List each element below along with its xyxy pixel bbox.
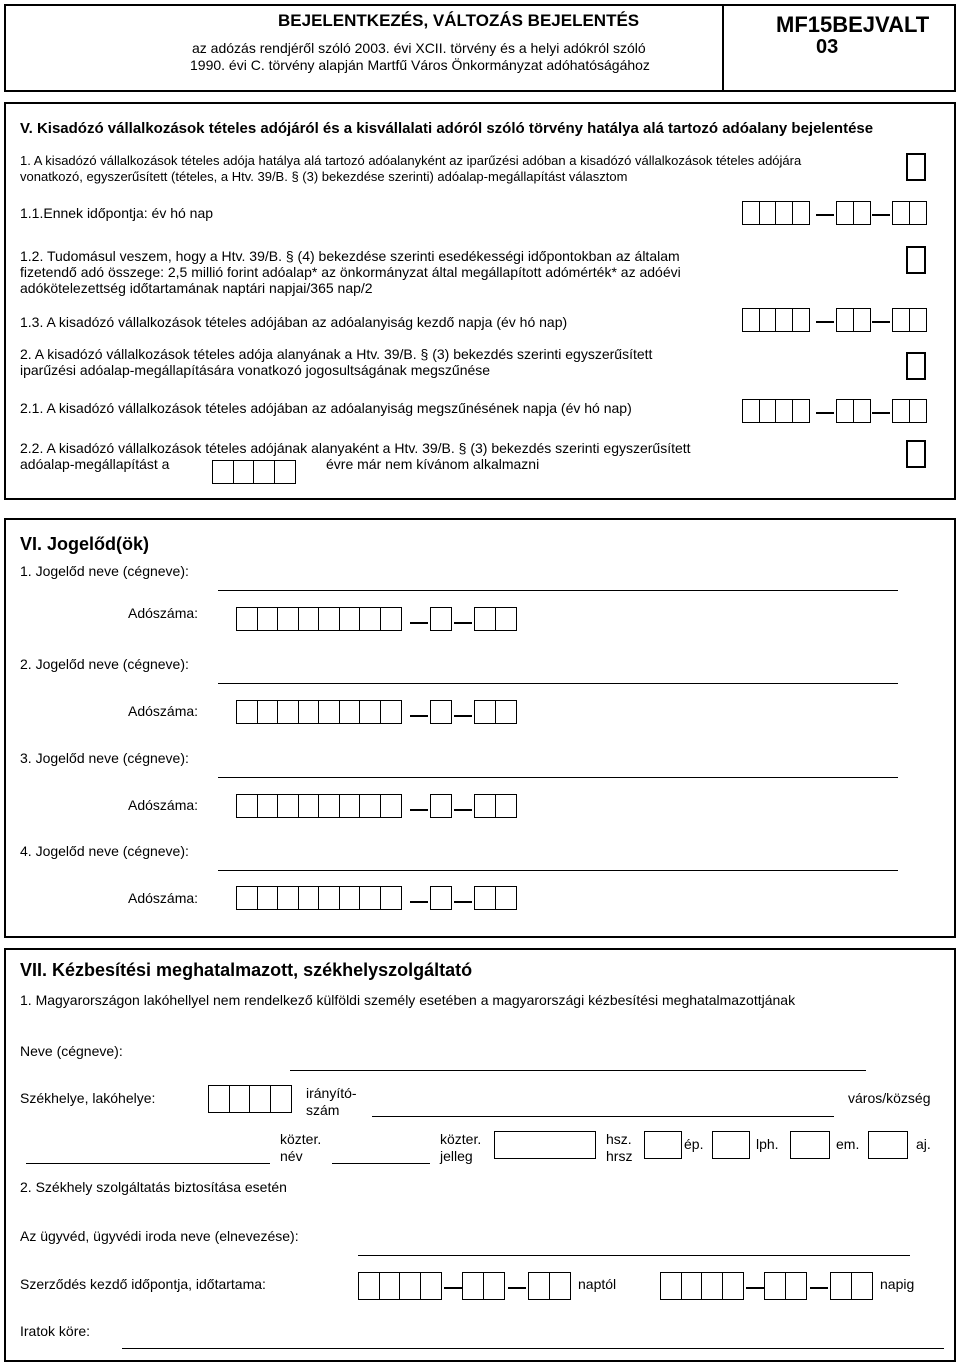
item-2-2-suffix: évre már nem kívánom alkalmazni: [326, 456, 540, 472]
predecessor-3-tax-cells-b[interactable]: [430, 794, 451, 818]
street-prefix-line[interactable]: [26, 1163, 270, 1164]
tax-dash: [410, 622, 428, 624]
predecessor-1-name-label: 1. Jogelőd neve (cégneve):: [20, 563, 189, 579]
predecessor-4-tax-label: Adószáma:: [128, 890, 199, 906]
to-label: napig: [880, 1276, 915, 1292]
item-2-text-1: 2. A kisadózó vállalkozások tételes adója alanyának a Htv. 39/B. § (3) bekezdés szerinti egyszerűsített: [20, 346, 653, 362]
floor-input[interactable]: [868, 1131, 908, 1159]
tax-dash: [454, 622, 472, 624]
building-input[interactable]: [712, 1131, 750, 1159]
house-number-label-1: hsz.: [606, 1131, 632, 1147]
contract-label: Szerződés kezdő időpontja, időtartama:: [20, 1276, 266, 1292]
form-number: 03: [816, 36, 839, 58]
item-2-1-day-cells[interactable]: [892, 399, 925, 423]
date-dash: [444, 1287, 462, 1289]
date-dash: [508, 1287, 526, 1289]
form-title: BEJELENTKEZÉS, VÁLTOZÁS BEJELENTÉS: [278, 11, 640, 30]
tax-dash: [410, 809, 428, 811]
date-dash: [872, 321, 890, 323]
street-type-input[interactable]: [494, 1131, 596, 1159]
predecessor-2-tax-cells-c[interactable]: [474, 700, 515, 724]
item-2-2-text-1: 2.2. A kisadózó vállalkozások tételes adójának alanyaként a Htv. 39/B. § (3) bekezdés szerinti egyszerűsített: [20, 440, 691, 456]
predecessor-3-tax-cells-a[interactable]: [236, 794, 400, 818]
predecessor-2-tax-label: Adószáma:: [128, 703, 199, 719]
street-name-label-1: közter.: [280, 1131, 322, 1147]
date-dash: [816, 321, 834, 323]
contract-start-year-cells[interactable]: [358, 1272, 440, 1300]
street-type-label-1: közter.: [440, 1131, 482, 1147]
section-vii-item-1: 1. Magyarországon lakóhellyel nem rendelkező külföldi személy esetében a magyarországi kézbesítési meghatalmazottjának: [20, 992, 796, 1008]
seat-label: Székhelye, lakóhelye:: [20, 1090, 156, 1106]
predecessor-1-tax-cells-a[interactable]: [236, 607, 400, 631]
from-label: naptól: [578, 1276, 617, 1292]
item-2-2-year-cells[interactable]: [212, 460, 294, 484]
door-label: aj.: [916, 1136, 931, 1152]
item-1-text-1: 1. A kisadózó vállalkozások tételes adója hatálya alá tartozó adóalanyként az iparűzési adóban a kisadózó vállalkozások tételes adójára: [20, 153, 802, 168]
date-dash: [816, 412, 834, 414]
predecessor-1-tax-label: Adószáma:: [128, 605, 199, 621]
predecessor-2-tax-cells-b[interactable]: [430, 700, 451, 724]
predecessor-3-name-line[interactable]: [218, 777, 898, 778]
tax-dash: [454, 715, 472, 717]
item-2-checkbox[interactable]: [906, 352, 926, 380]
form-subtitle-2: 1990. évi C. törvény alapján Martfű Város Önkormányzat adóhatóságához: [190, 57, 650, 73]
city-line[interactable]: [372, 1116, 834, 1117]
item-2-1-year-cells[interactable]: [742, 399, 808, 423]
tax-dash: [454, 809, 472, 811]
item-2-2-prefix: adóalap-megállapítást a: [20, 456, 170, 472]
item-1-3-month-cells[interactable]: [836, 308, 869, 332]
section-vii-item-2: 2. Székhely szolgáltatás biztosítása esetén: [20, 1179, 287, 1195]
predecessor-1-tax-cells-c[interactable]: [474, 607, 515, 631]
zip-cells[interactable]: [208, 1085, 290, 1113]
predecessor-1-tax-cells-b[interactable]: [430, 607, 451, 631]
section-vi-frame: [4, 518, 956, 938]
date-dash: [810, 1287, 828, 1289]
lawyer-line[interactable]: [358, 1255, 910, 1256]
predecessor-4-tax-cells-c[interactable]: [474, 886, 515, 910]
stairs-input[interactable]: [790, 1131, 830, 1159]
zip-label-2: szám: [306, 1102, 340, 1118]
contract-end-year-cells[interactable]: [660, 1272, 742, 1300]
tax-dash: [454, 901, 472, 903]
date-dash: [746, 1287, 764, 1289]
item-2-1-month-cells[interactable]: [836, 399, 869, 423]
floor-label: em.: [836, 1136, 860, 1152]
item-1-3-day-cells[interactable]: [892, 308, 925, 332]
lawyer-label: Az ügyvéd, ügyvédi iroda neve (elnevezése):: [20, 1228, 299, 1244]
predecessor-1-name-line[interactable]: [218, 590, 898, 591]
item-2-2-checkbox[interactable]: [906, 440, 926, 468]
building-label: ép.: [684, 1136, 704, 1152]
predecessor-4-name-line[interactable]: [218, 870, 898, 871]
city-label: város/község: [848, 1090, 931, 1106]
contract-start-day-cells[interactable]: [528, 1272, 569, 1300]
street-name-label-2: név: [280, 1148, 303, 1164]
predecessor-4-tax-cells-a[interactable]: [236, 886, 400, 910]
predecessor-2-name-label: 2. Jogelőd neve (cégneve):: [20, 656, 189, 672]
predecessor-2-name-line[interactable]: [218, 683, 898, 684]
agent-name-line[interactable]: [290, 1070, 866, 1071]
tax-dash: [410, 715, 428, 717]
item-1-2-text-1: 1.2. Tudomásul veszem, hogy a Htv. 39/B. § (4) bekezdése szerinti esedékességi időpontokban az általam: [20, 248, 680, 264]
item-1-1-label: 1.1.Ennek időpontja: év hó nap: [20, 205, 214, 221]
item-1-checkbox[interactable]: [906, 153, 926, 181]
tax-dash: [410, 901, 428, 903]
header-divider: [722, 4, 724, 92]
item-1-1-year-cells[interactable]: [742, 201, 808, 225]
section-vii-title: VII. Kézbesítési meghatalmazott, székhelyszolgáltató: [20, 960, 473, 980]
form-code: MF15BEJVALT: [776, 12, 930, 37]
documents-label: Iratok köre:: [20, 1323, 91, 1339]
predecessor-3-tax-cells-c[interactable]: [474, 794, 515, 818]
item-1-3-label: 1.3. A kisadózó vállalkozások tételes adójában az adóalanyiság kezdő napja (év hó nap): [20, 314, 568, 330]
date-dash: [872, 214, 890, 216]
predecessor-3-tax-label: Adószáma:: [128, 797, 199, 813]
item-1-1-day-cells[interactable]: [892, 201, 925, 225]
item-1-2-text-2: fizetendő adó összege: 2,5 millió forint adóalap* az önkormányzat által megállapított adómérték* az adóévi: [20, 264, 681, 280]
date-dash: [816, 214, 834, 216]
contract-start-month-cells[interactable]: [462, 1272, 503, 1300]
street-name-line[interactable]: [332, 1163, 430, 1164]
documents-line[interactable]: [122, 1348, 944, 1349]
item-1-3-year-cells[interactable]: [742, 308, 808, 332]
contract-end-day-cells[interactable]: [830, 1272, 871, 1300]
predecessor-3-name-label: 3. Jogelőd neve (cégneve):: [20, 750, 189, 766]
item-1-2-checkbox[interactable]: [906, 246, 926, 274]
stairs-label: lph.: [756, 1136, 779, 1152]
item-2-1-label: 2.1. A kisadózó vállalkozások tételes adójában az adóalanyiság megszűnésének napja (év hó nap): [20, 400, 632, 416]
predecessor-2-tax-cells-a[interactable]: [236, 700, 400, 724]
zip-label-1: irányító-: [306, 1085, 357, 1101]
house-number-input[interactable]: [644, 1131, 682, 1159]
house-number-label-2: hrsz: [606, 1148, 633, 1164]
predecessor-4-name-label: 4. Jogelőd neve (cégneve):: [20, 843, 189, 859]
date-dash: [872, 412, 890, 414]
section-v-title: V. Kisadózó vállalkozások tételes adójáról és a kisvállalati adóról szóló törvény hatálya alá tartozó adóalany bejelentése: [20, 120, 874, 137]
street-type-label-2: jelleg: [440, 1148, 473, 1164]
predecessor-4-tax-cells-b[interactable]: [430, 886, 451, 910]
section-vi-title: VI. Jogelőd(ök): [20, 534, 150, 554]
item-1-1-month-cells[interactable]: [836, 201, 869, 225]
agent-name-label: Neve (cégneve):: [20, 1043, 123, 1059]
item-1-2-text-3: adókötelezettség időtartamának naptári napjai/365 nap/2: [20, 280, 373, 296]
item-2-text-2: iparűzési adóalap-megállapítására vonatkozó jogosultságának megszűnése: [20, 362, 491, 378]
contract-end-month-cells[interactable]: [764, 1272, 805, 1300]
item-1-text-2: vonatkozó, egyszerűsített (tételes, a Htv. 39/B. § (3) bekezdése szerinti) adóalap-megállapítást választom: [20, 169, 628, 184]
form-subtitle-1: az adózás rendjéről szóló 2003. évi XCII. törvény és a helyi adókról szóló: [192, 40, 646, 56]
